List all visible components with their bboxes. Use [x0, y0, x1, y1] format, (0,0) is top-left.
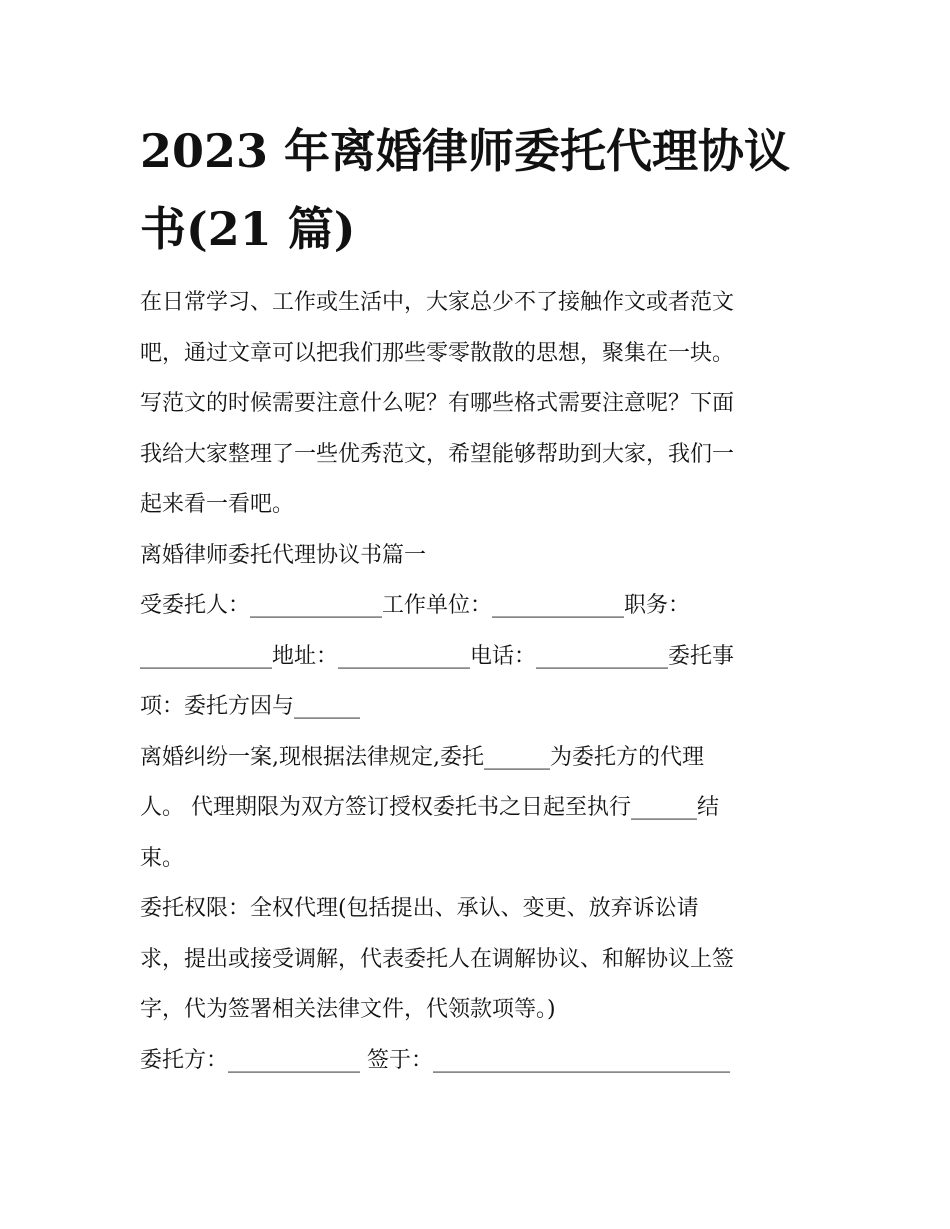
intro-line: 吧，通过文章可以把我们那些零零散散的思想，聚集在一块。	[140, 340, 735, 366]
intro-line: 写范文的时候需要注意什么呢？有哪些格式需要注意呢？下面	[140, 391, 735, 416]
body-line-signature: 委托方：____________ 签于：___________________________	[140, 1047, 730, 1073]
body-line-dispute: 离婚纠纷一案,现根据法律规定,委托______为委托方的代理	[140, 744, 704, 770]
intro-line: 我给大家整理了一些优秀范文，希望能够帮助到大家，我们一	[140, 441, 735, 467]
agreement-body	[140, 581, 820, 1086]
body-line-client: 受委托人：____________工作单位：____________职务：	[140, 593, 691, 618]
intro-line: 起来看一看吧。	[140, 492, 295, 517]
body-line-matter: 项：委托方因与______	[140, 694, 361, 719]
section-heading-text: 离婚律师委托代理协议书篇一	[140, 542, 427, 568]
body-line-term-end: 束。	[140, 845, 185, 871]
section-heading	[140, 531, 820, 582]
intro-line: 在日常学习、工作或生活中，大家总少不了接触作文或者范文	[140, 290, 735, 315]
body-line-authority: 委托权限：全权代理(包括提出、承认、变更、放弃诉讼请	[140, 896, 699, 921]
title-line-1: 2023 年离婚律师委托代理协议	[140, 124, 791, 178]
body-line-term: 人。 代理期限为双方签订授权委托书之日起至执行______结	[140, 795, 719, 820]
body-line-address: ____________地址：____________电话：____________委托事	[140, 643, 735, 669]
document-page	[140, 112, 820, 1086]
intro-paragraph	[140, 278, 820, 531]
document-title	[140, 112, 820, 268]
body-line-authority-2: 求，提出或接受调解，代表委托人在调解协议、和解协议上签	[140, 946, 735, 972]
body-line-authority-3: 字，代为签署相关法律文件，代领款项等。)	[140, 997, 556, 1022]
title-line-2: 书(21 篇)	[140, 202, 356, 256]
